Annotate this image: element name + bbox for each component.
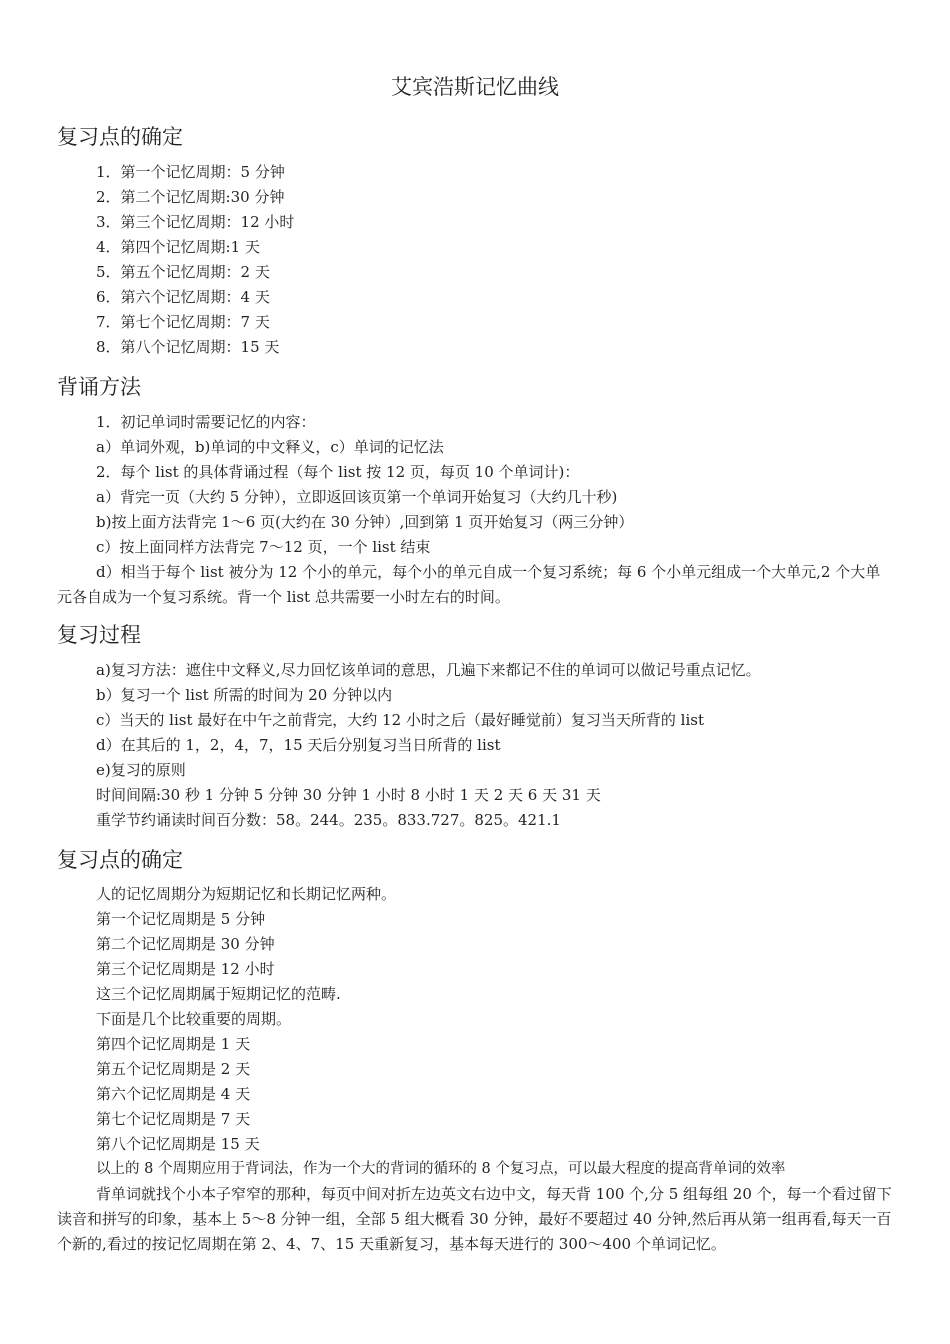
paragraph: 背单词就找个小本子窄窄的那种，每页中间对折左边英文右边中文，每天背 100 个,分 5 组每组 20 个，每一个看过留下读音和拼写的印象，基本上 5～8 分钟一组，全部 5 组大概看 30 分钟，最好不要超过 40 分钟,然后再从第一组再看,每天一百个新的,看过的按记忆周期在第 2、4、7、15 天重新复习，基本每天进行的 300～400 个单词记忆。 (57, 1185, 892, 1253)
text-line: 第八个记忆周期是 15 天 (96, 1135, 260, 1153)
text-line: 这三个记忆周期属于短期记忆的范畴. (96, 985, 341, 1003)
list-item: 3．第三个记忆周期：12 小时 (96, 213, 295, 231)
list-item: 1．第一个记忆周期：5 分钟 (96, 163, 285, 181)
page-title: 艾宾浩斯记忆曲线 (391, 75, 559, 99)
list-item: 7．第七个记忆周期：7 天 (96, 313, 270, 331)
text-line: 第二个记忆周期是 30 分钟 (96, 935, 275, 953)
text-line: c）当天的 list 最好在中午之前背完，大约 12 小时之后（最好睡觉前）复习当天所背的 list (96, 711, 704, 729)
text-line: 时间间隔:30 秒 1 分钟 5 分钟 30 分钟 1 小时 8 小时 1 天 2 天 6 天 31 天 (96, 786, 601, 804)
section-heading-review-points: 复习点的确定 (57, 125, 183, 149)
text-line: 1．初记单词时需要记忆的内容： (96, 413, 316, 431)
list-item: 2．第二个记忆周期:30 分钟 (96, 188, 285, 206)
text-line: d）在其后的 1，2，4，7，15 天后分别复习当日所背的 list (96, 736, 501, 754)
text-line: a)复习方法：遮住中文释义,尽力回忆该单词的意思，几遍下来都记不住的单词可以做记号重点记忆。 (96, 661, 761, 679)
text-line: b)按上面方法背完 1～6 页(大约在 30 分钟）,回到第 1 页开始复习（两三分钟） (96, 513, 634, 531)
section-heading-memorization-method: 背诵方法 (57, 375, 141, 399)
text-line: b）复习一个 list 所需的时间为 20 分钟以内 (96, 686, 393, 704)
text-line: 第三个记忆周期是 12 小时 (96, 960, 275, 978)
text-line: 第一个记忆周期是 5 分钟 (96, 910, 266, 928)
section-heading-review-process: 复习过程 (57, 623, 141, 647)
list-item: 6．第六个记忆周期：4 天 (96, 288, 270, 306)
text-line: 第七个记忆周期是 7 天 (96, 1110, 251, 1128)
text-line: 第四个记忆周期是 1 天 (96, 1035, 251, 1053)
text-line: c）按上面同样方法背完 7～12 页，一个 list 结束 (96, 538, 431, 556)
list-item: 8．第八个记忆周期：15 天 (96, 338, 280, 356)
text-line: 重学节约诵读时间百分数：58。244。235。833.727。825。421.1 (96, 811, 561, 829)
text-line: a）单词外观，b)单词的中文释义，c）单词的记忆法 (96, 438, 444, 456)
list-item: 5．第五个记忆周期：2 天 (96, 263, 270, 281)
text-line: 2．每个 list 的具体背诵过程（每个 list 按 12 页，每页 10 个单词计)： (96, 463, 580, 481)
list-item: 4．第四个记忆周期:1 天 (96, 238, 260, 256)
paragraph: d）相当于每个 list 被分为 12 个小的单元，每个小的单元自成一个复习系统；每 6 个小单元组成一个大单元,2 个大单元各自成为一个复习系统。背一个 list 总共需要一小时左右的时间。 (57, 563, 881, 606)
section-heading-review-points-2: 复习点的确定 (57, 848, 183, 872)
text-line: a）背完一页（大约 5 分钟），立即返回该页第一个单词开始复习（大约几十秒) (96, 488, 618, 506)
text-line: 第五个记忆周期是 2 天 (96, 1060, 251, 1078)
text-line: 第六个记忆周期是 4 天 (96, 1085, 251, 1103)
text-line: 下面是几个比较重要的周期。 (96, 1010, 292, 1028)
text-line: e)复习的原则 (96, 761, 186, 779)
text-line: 人的记忆周期分为短期记忆和长期记忆两种。 (96, 885, 397, 903)
text-line: 以上的 8 个周期应用于背词法，作为一个大的背词的循环的 8 个复习点，可以最大程度的提高背单词的效率 (96, 1161, 786, 1177)
